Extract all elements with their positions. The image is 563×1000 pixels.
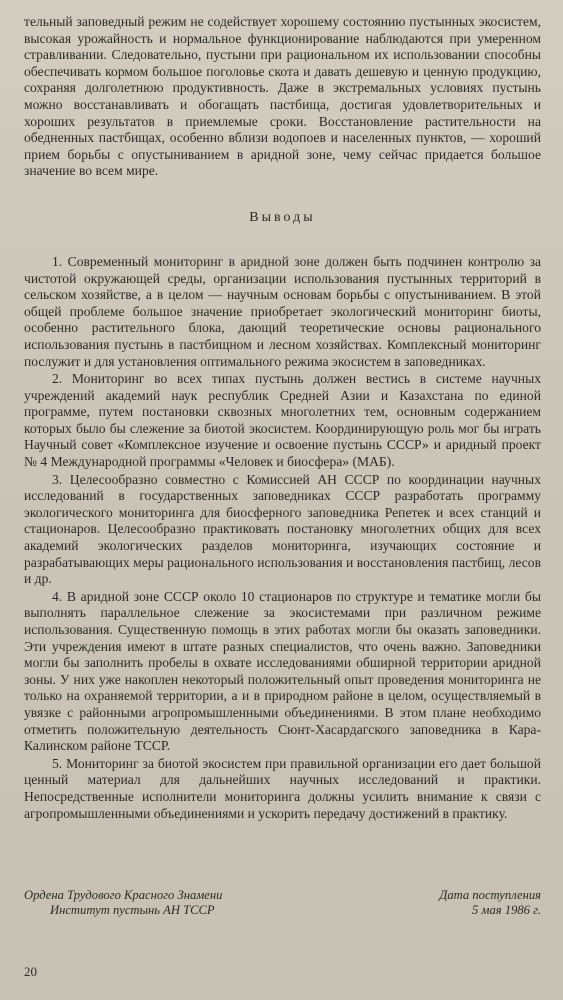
author-affiliation — [24, 888, 222, 918]
conclusion-item: 2. Мониторинг во всех типах пустынь должен вестись в системе научных учреждений академий наук республик Средней Азии и Казахстана по единой программе, путем постановки сквозных многолетних тем, основным содержанием которых было бы слежение за биотой экосистем. Координирующую роль мог бы играть Научный совет «Комплексное изучение и освоение пустынь СССР» и аридный проект № 4 Международной программы «Человек и биосфера» (МАБ). — [24, 371, 541, 470]
conclusion-item: 3. Целесообразно совместно с Комиссией АН СССР по координации научных исследований в государственных заповедниках СССР разработать программу экологического мониторинга для биосферного заповедника Репетек и всех станций и стационаров. Целесообразно практиковать постановку многолетних общих для всех академий экологических разделов мониторинга, изучающих состояние и разрабатывающих меры рационального использования и восстановления пастбищ, лесов и др. — [24, 471, 541, 587]
intro-paragraph: тельный заповедный режим не содействует хорошему состоянию пустынных экосистем, высокая урожайность и нормальное функционирование наблюдаются при умеренном стравливании. Следовательно, пустыни при рациональном их использовании способны обеспечивать кормом большое поголовье скота и давать дешевую и ценную продукцию, сохраняя долголетнюю продуктивность. Даже в экстремальных условиях пустынь можно восстанавливать и обогащать пастбища, достигая удовлетворительных и хороших результатов в приемлемые сроки. Восстановление растительности на обедненных пастбищах, особенно вблизи водопоев и населенных пунктов, — хороший прием борьбы с опустыниванием в аридной зоне, чему сейчас придается большое значение во всем мире. — [24, 14, 541, 179]
institution-line-2: Институт пустынь АН ТССР — [50, 903, 215, 917]
received-date: 5 мая 1986 г. — [471, 903, 541, 917]
section-title: Выводы — [249, 209, 316, 225]
conclusions-list — [24, 254, 541, 822]
conclusion-item: 1. Современный мониторинг в аридной зоне должен быть подчинен контролю за чистотой окружающей среды, организации использования пустынных территорий в сельском хозяйстве, а в целом — научным основам борьбы с опустыниванием. В этой общей проблеме большое значение приобретает экологический мониторинг биоты, особенно растительного блока, дающий теоретические основы рационального использования пустынь в пастбищном и лесном хозяйствах. Комплексный мониторинг послужит и для установления оптимального режима экосистем в заповедниках. — [24, 253, 541, 369]
institution-line-1: Ордена Трудового Красного Знамени — [24, 888, 223, 902]
page-number: 20 — [24, 964, 37, 979]
received-date-block — [439, 888, 541, 918]
conclusion-item: 5. Мониторинг за биотой экосистем при правильной организации его дает большой ценный материал для дальнейших научных исследований и практики. Непосредственные исполнители мониторинга должны усилить внимание к связи с агропромышленными объединениями и ускорить передачу достижений в практику. — [24, 755, 541, 821]
received-label: Дата поступления — [439, 888, 541, 902]
conclusion-item: 4. В аридной зоне СССР около 10 стационаров по структуре и тематике могли бы выполнять параллельное слежение за экосистемами при различном режиме использования. Существенную помощь в этих работах могли бы оказать заповедники. Эти учреждения имеют в штате разных специалистов, что очень важно. Заповедники могли бы заполнить пробелы в охвате исследованиями обширной территории аридной зоны. У них уже накоплен некоторый положительный опыт проведения мониторинга не только на охраняемой территории, а и в природном районе в целом, осуществляемый в увязке с районными агропромышленными объединениями. В этом плане необходимо отметить положительную деятельность Сюнт-Хасардагского заповедника в Кара-Калинском районе ТССР. — [24, 588, 541, 754]
